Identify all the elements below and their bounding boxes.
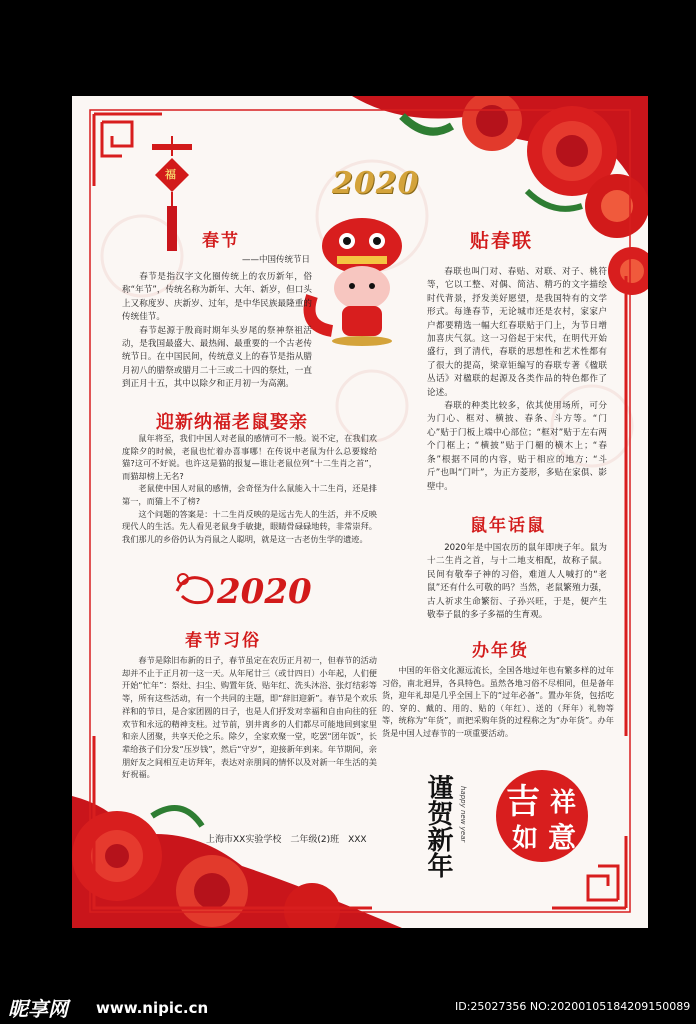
mouse-wedding-body [122,432,377,545]
section-title-goods: 办年货 [472,641,529,661]
section-title-year-talk: 鼠年话鼠 [470,516,546,536]
couplets-body [427,266,607,494]
section-title-mouse-wedding: 迎新纳福老鼠娶亲 [156,412,308,433]
paragraph: 春节是指汉字文化圈传统上的农历新年，俗称“年节”，传统名称为新年、大年、新岁，但口头上又称度岁、庆新岁、过年，是中华民族最隆重的传统佳节。 [122,272,312,323]
watermark-logo: 昵享网 [8,997,68,1021]
calligraphy-greeting: 谨贺新年 [423,774,453,878]
mouse-2020-logo [167,561,317,621]
auspicious-stamp [496,770,588,862]
paragraph: 春节是除旧布新的日子，春节虽定在农历正月初一，但春节的活动却并不止于正月初一这一天。从年尾廿三（或廿四日）小年起，人们便开始“忙年”：祭灶、扫尘、购置年货、贴年红、洗头沐浴、张灯结彩等等，所有这些活动，有一个共同的主题，即“辞旧迎新”。春节是个欢乐祥和的节日，是合家团圆的日子，也是人们抒发对幸福和自由向往的狂欢节和永远的精神支柱。过节前，别井离乡的人们都尽可能地回到家里和亲人团聚，共享天伦之乐。除夕，全家欢聚一堂，吃罢“团年饭”，长辈给孩子们分发“压岁钱”，然后“守岁”，迎接新年到来。年节期间，亲朋好友之间相互走访拜年，表达对亲朋间的情怀以及对新一年生活的美好祝福。 [122,655,377,780]
fu-character: 福 [165,168,176,181]
chinese-knot-icon [147,136,197,256]
paragraph: 老鼠使中国人对鼠的感情，会奇怪为什么鼠能入十二生肖，还是排第一，而猫上不了榜? [122,483,377,506]
lion-dance-mouse-illustration [302,206,422,346]
goods-body [382,664,614,740]
stamp-char: 祥 [550,788,577,818]
calligraphy-english: happy new year [459,786,467,843]
year-talk-body [427,542,607,622]
year-badge: 2020 [332,166,420,201]
paragraph: 这个问题的答案是：十二生肖反映的是远古先人的生活，并不反映现代人的生活。先人看见老鼠身手敏捷，眼睛骨碌碌地转，非常崇拜。我们那儿的乡俗仍认为肖鼠之人聪明，就是这一古老仿生学的遗迹。 [122,508,377,544]
poster [72,96,648,928]
paragraph: 春节起源于殷商时期年头岁尾的祭神祭祖活动，是我国最盛大、最热闹、最重要的一个古老传统节日。在中国民间，传统意义上的春节是指从腊月初八的腊祭或腊月二十三或二十四的祭灶，一直到正月十五，其中以除夕和正月初一为高潮。 [122,325,312,390]
section-title-spring: 春节 [202,231,240,251]
stamp-char: 意 [548,821,577,854]
section-title-couplets: 贴春联 [470,230,534,252]
paragraph: 2020年是中国农历的鼠年即庚子年。鼠为十二生肖之首，与十二地支相配，故称子鼠。民间有敬奉子神的习俗，难道人人喊打的“老鼠”还有什么可敬的吗？当然，老鼠繁殖力强，古人祈求生命繁衍、子孙兴旺，于是，便产生敬奉子鼠的多子多福的生育观。 [427,543,607,621]
stamp-char: 如 [512,824,539,854]
paragraph: 春联的种类比较多，依其使用场所，可分为门心、框对、横披、春条、斗方等。“门心”贴于门板上端中心部位；“框对”贴于左右两个门框上；“横披”贴于门楣的横木上；“春条”根据不同的内容，贴于相应的地方；“斗斤”也叫“门叶”，为正方菱形，多贴在家俱、影壁中。 [427,401,607,492]
watermark-id: ID:25027356 NO:20200105184209150089 [455,1000,691,1013]
paragraph: 春联也叫门对、春贴、对联、对子、桃符等，它以工整、对偶、简洁、精巧的文字描绘时代背景，抒发美好愿望，是我国特有的文学形式。每逢春节，无论城市还是农村，家家户户都要精选一幅大红春联贴于门上，为节日增加喜庆气氛。这一习俗起于宋代，在明代开始盛行，到了清代，春联的思想性和艺术性都有了很大的提高，梁章钜编写的春联专著《楹联丛话》对楹联的起源及各类作品的特色都作了论述。 [427,267,607,398]
paragraph: 鼠年将至，我们中国人对老鼠的感情可不一般。说不定，在我们欢度除夕的时候，老鼠也忙着办喜事哪！在传说中老鼠为什么总要嫁给猫?这可不好说。也许这是猫的报复—谁让老鼠位列“十二生肖之首”，而猫却榜上无名? [122,433,377,481]
footer-school: 上海市XX实验学校 二年级(2)班 XXX [206,835,367,845]
customs-body [122,654,377,781]
svg-text:2020: 2020 [217,572,312,612]
watermark-url: www.nipic.cn [96,999,209,1017]
section-subtitle-spring: ——中国传统节日 [242,255,311,265]
section-title-customs: 春节习俗 [185,631,261,651]
paragraph: 中国的年俗文化源远流长，全国各地过年也有繁多样的过年习俗，南北迥异，各具特色。虽然各地习俗不尽相同，但是备年货，迎年礼却是几乎全国上下的“过年必备”。置办年货，包括吃的、穿的、戴的、用的、贴的（年红）、送的（拜年）礼物等等，统称为“年货”，而把采购年货的过程称之为“办年货”。办年货是中国人过春节的一项重要活动。 [382,665,614,738]
stamp-char: 吉 [506,782,540,822]
spring-body [122,271,312,392]
